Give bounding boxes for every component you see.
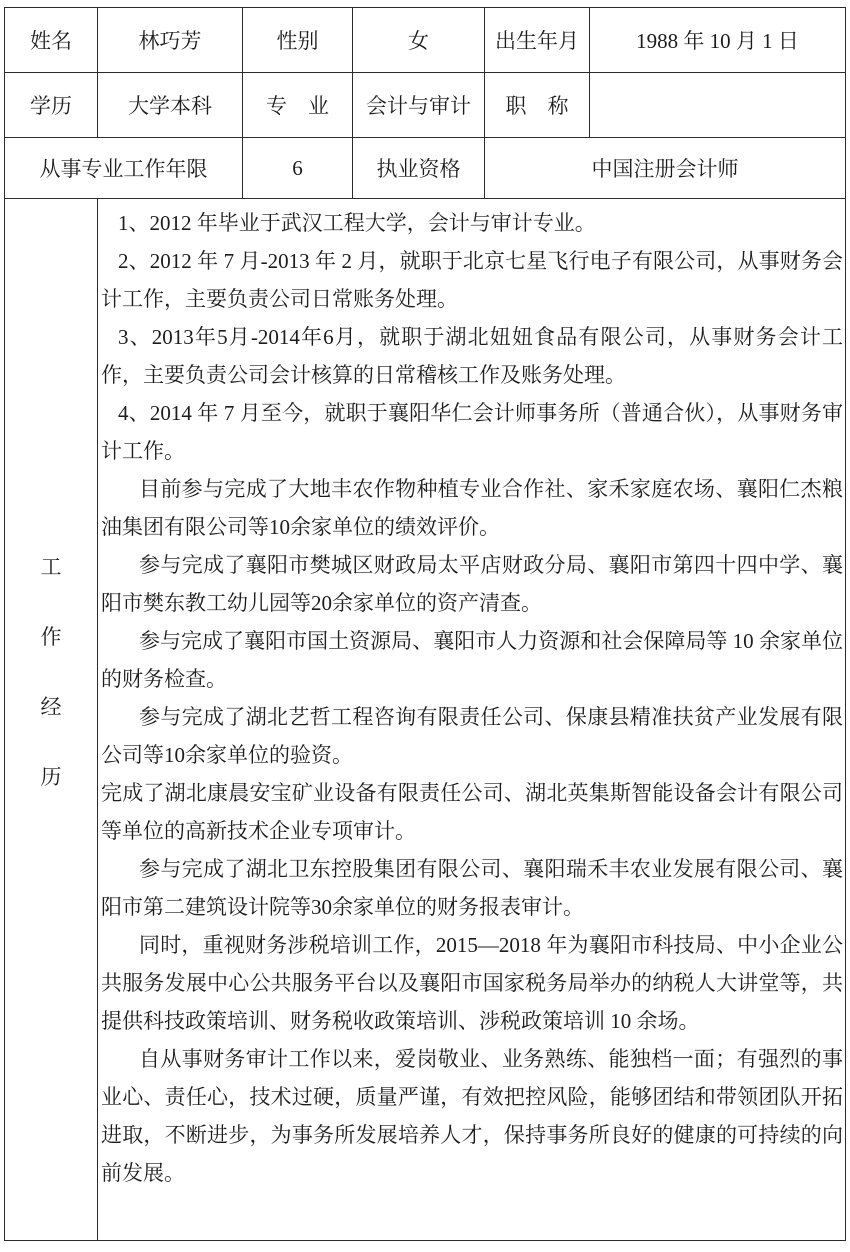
title-label: 职 称 <box>485 73 590 138</box>
work-experience-vertical-label <box>5 557 97 788</box>
major-value: 会计与审计 <box>353 73 485 138</box>
experience-paragraph: 参与完成了湖北艺哲工程咨询有限责任公司、保康县精准扶贫产业发展有限公司等10余家单位的验资。 <box>101 705 843 767</box>
title-value <box>590 73 846 138</box>
table-row <box>5 138 846 199</box>
birth-value: 1988 年 10 月 1 日 <box>590 8 846 73</box>
years-value: 6 <box>243 138 353 199</box>
table-row <box>5 73 846 138</box>
experience-paragraph: 同时，重视财务涉税培训工作，2015—2018 年为襄阳市科技局、中小企业公共服务发展中心公共服务平台以及襄阳市国家税务局举办的纳税人大讲堂等，共提供科技政策培训、财务税收政策培训、涉税政策培训 10 余场。 <box>101 933 843 1033</box>
major-label: 专 业 <box>243 73 353 138</box>
vertical-label-char: 历 <box>40 765 62 789</box>
vertical-label-char: 作 <box>40 625 62 649</box>
name-label: 姓名 <box>5 8 98 73</box>
education-value: 大学本科 <box>98 73 243 138</box>
table-row <box>5 8 846 73</box>
experience-paragraph: 自从事财务审计工作以来，爱岗敬业、业务熟练、能独档一面；有强烈的事业心、责任心，技术过硬，质量严谨，有效把控风险，能够团结和带领团队开拓进取，不断进步，为事务所发展培养人才，保持事务所良好的健康的可持续的向前发展。 <box>101 1047 843 1185</box>
experience-paragraph: 1、2012 年毕业于武汉工程大学，会计与审计专业。 <box>118 211 596 235</box>
experience-paragraph: 4、2014 年 7 月至今，就职于襄阳华仁会计师事务所（普通合伙），从事财务审计工作。 <box>101 401 843 463</box>
gender-label: 性别 <box>243 8 353 73</box>
vertical-label-char: 工 <box>40 555 62 579</box>
years-label: 从事专业工作年限 <box>5 138 243 199</box>
work-experience-label-cell <box>5 199 98 1241</box>
experience-paragraph: 2、2012 年 7 月-2013 年 2 月，就职于北京七星飞行电子有限公司，从事财务会计工作，主要负责公司日常账务处理。 <box>101 249 843 311</box>
birth-label: 出生年月 <box>485 8 590 73</box>
qualification-label: 执业资格 <box>353 138 485 199</box>
experience-paragraph: 目前参与完成了大地丰农作物种植专业合作社、家禾家庭农场、襄阳仁杰粮油集团有限公司等10余家单位的绩效评价。 <box>101 477 843 539</box>
name-value: 林巧芳 <box>98 8 243 73</box>
experience-paragraph: 完成了湖北康晨安宝矿业设备有限责任公司、湖北英集斯智能设备会计有限公司等单位的高新技术企业专项审计。 <box>101 781 843 843</box>
experience-paragraph: 3、2013年5月-2014年6月，就职于湖北妞妞食品有限公司，从事财务会计工作，主要负责公司会计核算的日常稽核工作及账务处理。 <box>101 325 843 387</box>
gender-value: 女 <box>353 8 485 73</box>
qualification-value: 中国注册会计师 <box>485 138 846 199</box>
vertical-label-char: 经 <box>40 695 62 719</box>
experience-paragraph: 参与完成了襄阳市国土资源局、襄阳市人力资源和社会保障局等 10 余家单位的财务检查。 <box>101 629 843 691</box>
experience-paragraph: 参与完成了湖北卫东控股集团有限公司、襄阳瑞禾丰农业发展有限公司、襄阳市第二建筑设计院等30余家单位的财务报表审计。 <box>101 857 843 919</box>
education-label: 学历 <box>5 73 98 138</box>
resume-table <box>4 7 846 1241</box>
experience-paragraph: 参与完成了襄阳市樊城区财政局太平店财政分局、襄阳市第四十四中学、襄阳市樊东教工幼儿园等20余家单位的资产清查。 <box>101 553 843 615</box>
work-experience-content-cell <box>98 199 846 1241</box>
table-row <box>5 199 846 1241</box>
